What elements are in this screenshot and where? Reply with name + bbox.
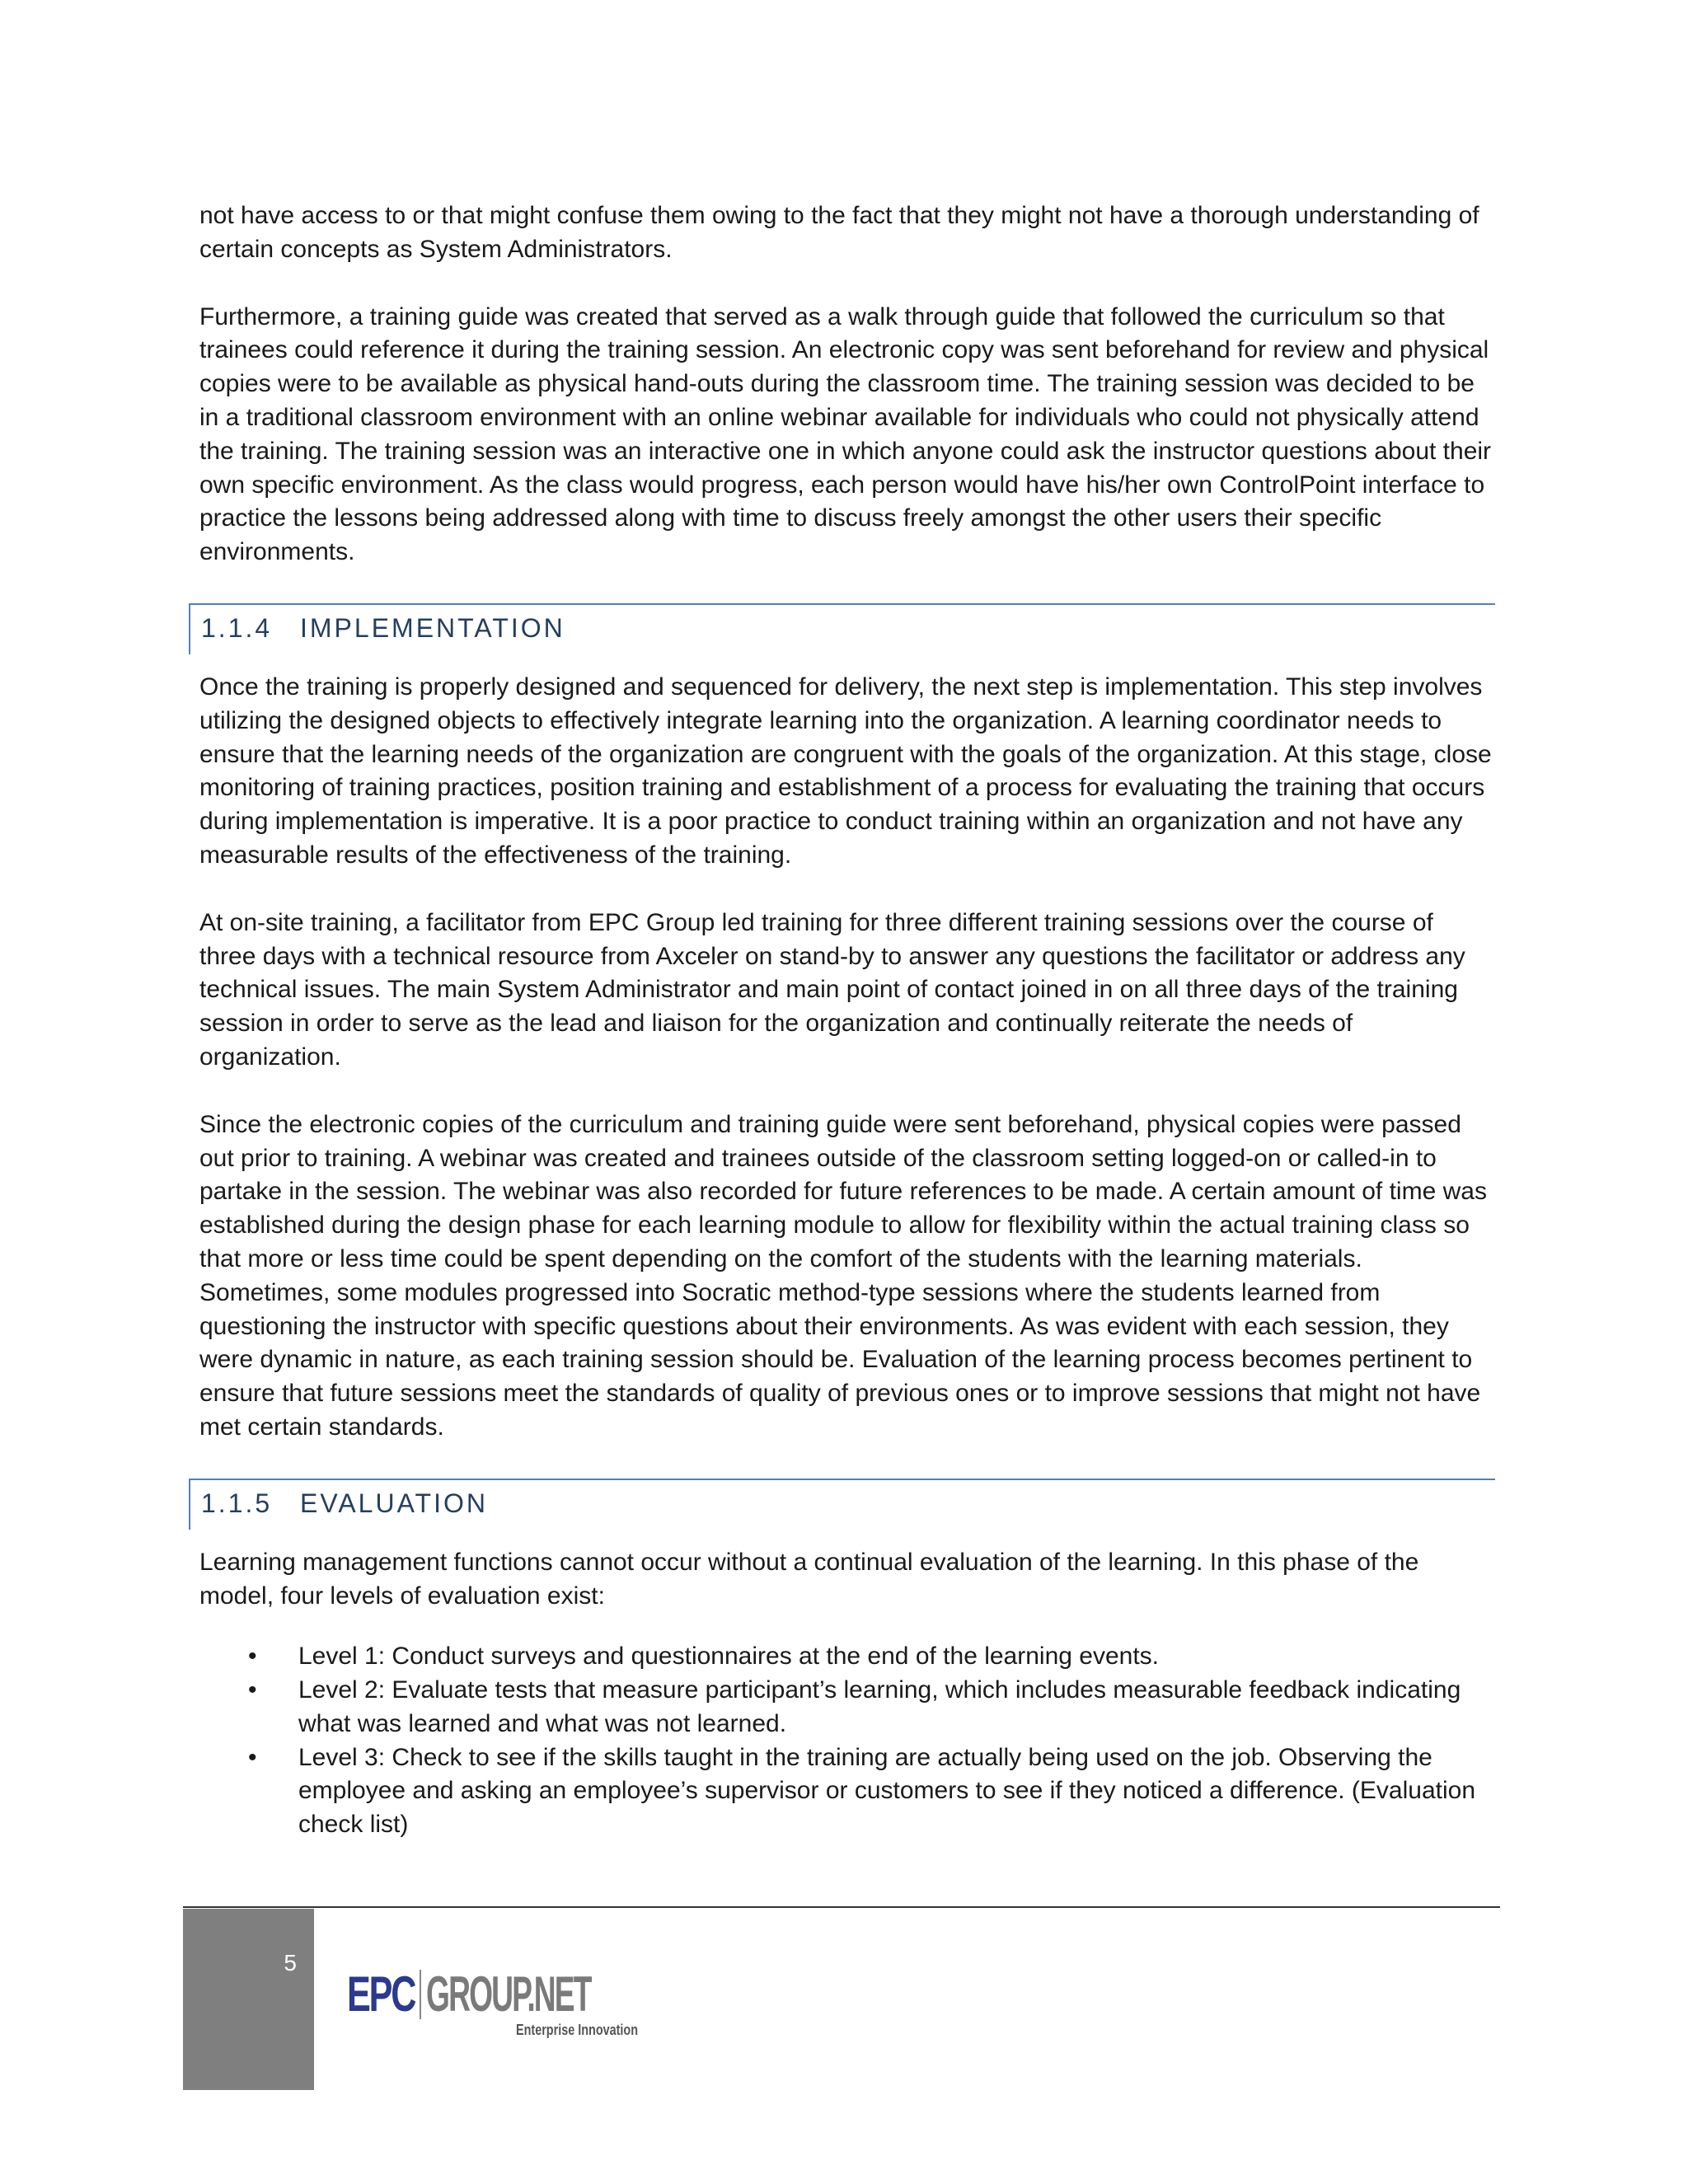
logo-divider bbox=[420, 1970, 421, 2019]
bullet: • bbox=[248, 1743, 257, 1771]
list-item bbox=[199, 1741, 1493, 1842]
logo-groupnet-text: GROUP.NET bbox=[426, 1966, 591, 2022]
paragraph: At on-site training, a facilitator from EPC Group led training for three different training sessions over the course of three days with a technical resource from Axceler on stand-by to answer any questions the facilitator or address any technical issues. The main System Administrator and main point of contact joined in on all three days of the training session in order to serve as the lead and liaison for the organization and continually reiterate the needs of organization. bbox=[199, 908, 1465, 1071]
bullet: • bbox=[248, 1676, 257, 1704]
footer-rule bbox=[183, 1906, 1500, 1908]
evaluation-levels-list bbox=[199, 1640, 1493, 1842]
list-item bbox=[199, 1674, 1493, 1741]
section-number: 1.1.5 bbox=[201, 1488, 273, 1518]
logo-tagline: Enterprise Innovation bbox=[516, 2022, 639, 2038]
section-title: IMPLEMENTATION bbox=[300, 612, 565, 643]
list-item-text: Level 2: Evaluate tests that measure participant’s learning, which includes measurable feedback indicating what was learned and what was not learned. bbox=[298, 1676, 1461, 1737]
paragraph: not have access to or that might confuse them owing to the fact that they might not have a thorough understanding of certain concepts as System Administrators. bbox=[199, 202, 1479, 263]
section-heading-evaluation bbox=[189, 1479, 1495, 1530]
footer-page-box bbox=[183, 1909, 314, 2090]
bullet: • bbox=[248, 1643, 257, 1671]
section-heading-implementation bbox=[189, 603, 1495, 654]
paragraph: Learning management functions cannot occur without a continual evaluation of the learning. In this phase of the model, four levels of evaluation exist: bbox=[199, 1548, 1419, 1610]
logo-epc-text: EPC bbox=[347, 1966, 415, 2022]
section-title: EVALUATION bbox=[300, 1488, 488, 1518]
page-number: 5 bbox=[284, 1950, 297, 1975]
paragraph: Since the electronic copies of the curriculum and training guide were sent beforehand, physical copies were passed out prior to training. A webinar was created and trainees outside of the classroom setting logged-on or called-in to partake in the session. The webinar was also recorded for future references to be made. A certain amount of time was established during the design phase for each learning module to allow for flexibility within the actual training class so that more or less time could be spent depending on the comfort of the students with the learning materials. Sometimes, some modules progressed into Socratic method-type sessions where the students learned from questioning the instructor with specific questions about their environments. As was evident with each session, they were dynamic in nature, as each training session should be. Evaluation of the learning process becomes pertinent to ensure that future sessions meet the standards of quality of previous ones or to improve sessions that might not have met certain standards. bbox=[199, 1110, 1487, 1441]
list-item-text: Level 1: Conduct surveys and questionnaires at the end of the learning events. bbox=[298, 1643, 1160, 1671]
epc-group-logo bbox=[347, 1966, 639, 2040]
section-heading-text bbox=[201, 1488, 488, 1519]
list-item bbox=[199, 1640, 1493, 1674]
paragraph: Furthermore, a training guide was created that served as a walk through guide that followed the curriculum so that trainees could reference it during the training session. An electronic copy was sent beforehand for review and physical copies were to be available as physical hand-outs during the classroom time. The training session was decided to be in a traditional classroom environment with an online webinar available for individuals who could not physically attend the training. The training session was an interactive one in which anyone could ask the instructor questions about their own specific environment. As the class would progress, each person would have his/her own ControlPoint interface to practice the lessons being addressed along with time to discuss freely amongst the other users their specific environments. bbox=[199, 302, 1492, 566]
page-content bbox=[199, 199, 1493, 1842]
section-heading-text bbox=[201, 613, 565, 644]
section-number: 1.1.4 bbox=[201, 612, 273, 643]
list-item-text: Level 3: Check to see if the skills taught in the training are actually being used on the job. Observing the employee and asking an employee’s supervisor or customers to see if they noticed a difference. (Evaluation check list) bbox=[298, 1743, 1476, 1839]
paragraph: Once the training is properly designed and sequenced for delivery, the next step is implementation. This step involves utilizing the designed objects to effectively integrate learning into the organization. A learning coordinator needs to ensure that the learning needs of the organization are congruent with the goals of the organization. At this stage, close monitoring of training practices, position training and establishment of a process for evaluating the training that occurs during implementation is imperative. It is a poor practice to conduct training within an organization and not have any measurable results of the effectiveness of the training. bbox=[199, 673, 1492, 869]
